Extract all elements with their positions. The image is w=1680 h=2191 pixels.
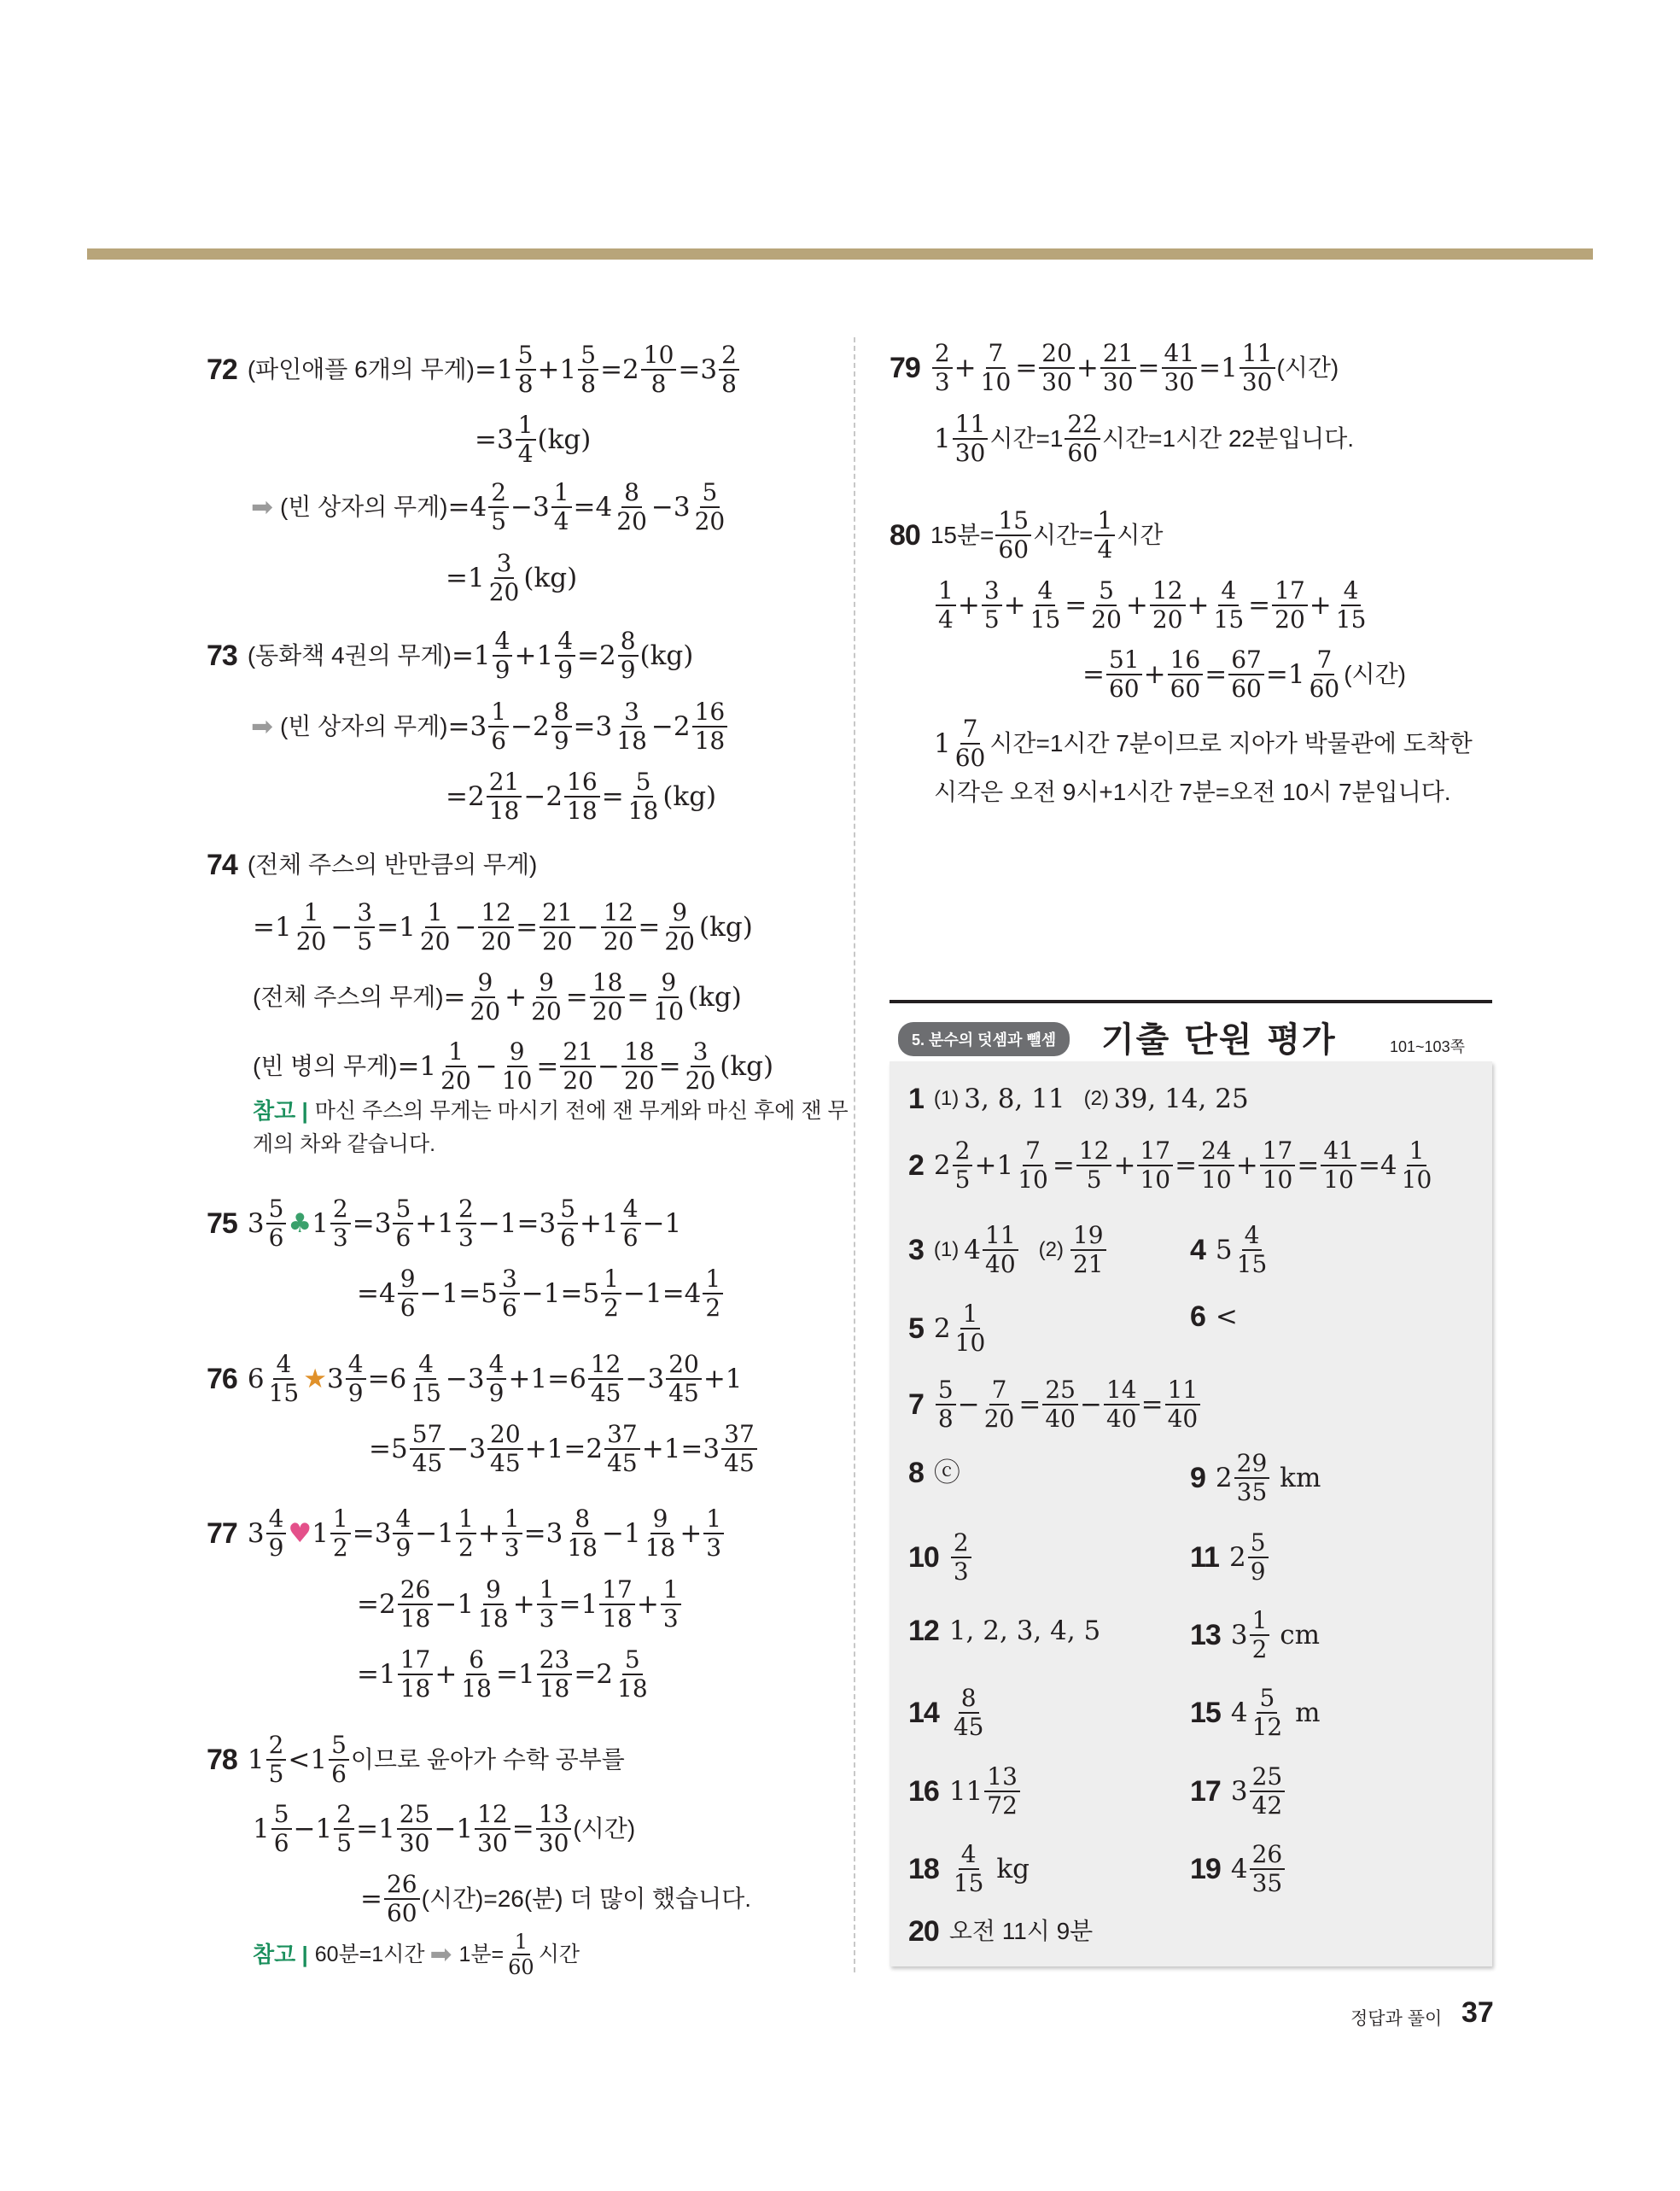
unit: m <box>1295 1697 1321 1728</box>
answer-18: 18 $\frac{4}{15}$ kg <box>908 1840 1030 1897</box>
sentence: 시간=1시간 22분입니다. <box>1102 425 1355 452</box>
problem-number: 77 <box>207 1517 237 1550</box>
page-number: 37 <box>1461 1996 1494 2029</box>
problem-80-line-2: $\frac{1}{4}$ + $\frac{3}{5}$ + $\frac{4}{15}$ = $\frac{5}{20}$ + $\frac{12}{20}$ + $\frac{4}{15}$ = $\frac{17}{20}$ + $\frac{4}{15}$ <box>934 579 1370 632</box>
heart-icon: ♥ <box>288 1517 312 1549</box>
problem-72-line-1: 72 (파인애플 6개의 무게) =1 $\frac{5}{8}$ +1 $\frac{5}{8}$ =2 $\frac{10}{8}$ =3 $\frac{2}{8}$ <box>207 343 741 396</box>
club-icon: ♣ <box>288 1207 312 1239</box>
answer-number: 10 <box>908 1541 939 1574</box>
problem-number: 72 <box>207 353 237 386</box>
problem-75-line-2: =4 $\frac{9}{6}$ −1=5 $\frac{3}{6}$ −1=5 $\frac{1}{2}$ −1=4 $\frac{1}{2}$ <box>357 1267 725 1320</box>
section-badge: 5. 분수의 덧셈과 뺄셈 <box>898 1022 1070 1056</box>
note-text: 60분=1시간 <box>314 1942 425 1966</box>
problem-74-note-1 <box>253 1100 849 1122</box>
problem-78-note: 참고 | 60분=1시간 ➡ 1분= $\frac{1}{60}$ 시간 <box>253 1930 580 1979</box>
answer-12 <box>908 1616 1100 1645</box>
problem-number: 80 <box>890 519 920 552</box>
part-label: (1) <box>933 1087 960 1110</box>
answer-value: 3, 8, 11 <box>964 1083 1065 1114</box>
answer-value: ⓒ <box>933 1457 960 1488</box>
label: (전체 주스의 반만큼의 무게) <box>247 851 538 878</box>
label: (파인애플 6개의 무게) <box>247 356 475 383</box>
column-divider <box>854 337 855 1972</box>
part-label: (1) <box>933 1238 960 1261</box>
answer-16: 16 11 $\frac{13}{72}$ <box>908 1765 1022 1818</box>
answer-1 <box>908 1084 1249 1113</box>
note-text: 마신 주스의 무게는 마시기 전에 잰 무게와 마신 후에 잰 무 <box>314 1098 849 1123</box>
answer-value: < <box>1215 1300 1238 1332</box>
note-text: 시간 <box>538 1942 580 1966</box>
sentence: 시간=1 <box>989 425 1064 452</box>
answer-17: 17 3 $\frac{25}{42}$ <box>1190 1765 1286 1818</box>
problem-number: 79 <box>890 352 920 384</box>
sentence: 15분= <box>930 522 995 548</box>
section-rule <box>890 1000 1492 1003</box>
problem-74-line-1 <box>207 850 537 879</box>
label: (빈 상자의 무게) <box>279 713 448 739</box>
answer-10: 10 $\frac{2}{3}$ <box>908 1531 973 1584</box>
answer-number: 20 <box>908 1915 939 1948</box>
label: (동화책 4권의 무게) <box>247 642 452 669</box>
answer-number: 18 <box>908 1853 939 1885</box>
note-text: 1분= <box>458 1942 505 1966</box>
arrow-icon: ➡ <box>251 491 273 523</box>
part-label: (2) <box>1038 1238 1064 1261</box>
problem-76-line-2: =5 $\frac{57}{45}$ −3 $\frac{20}{45}$ +1=2 $\frac{37}{45}$ +1=3 $\frac{37}{45}$ <box>369 1423 759 1475</box>
answer-9: 9 2 $\frac{29}{35}$ km <box>1190 1449 1321 1506</box>
problem-80-line-3: = $\frac{51}{60}$ + $\frac{16}{60}$ = $\frac{67}{60}$ =1 $\frac{7}{60}$ (시간) <box>1082 646 1406 703</box>
problem-80-line-5 <box>934 780 1451 804</box>
problem-74-line-4: (빈 병의 무게) =1 $\frac{1}{20}$ − $\frac{9}{10}$ = $\frac{21}{20}$ − $\frac{18}{20}$ = $\frac{3}{20}$ (kg) <box>253 1037 774 1095</box>
problem-number: 73 <box>207 640 237 672</box>
problem-77-line-2: =2 $\frac{26}{18}$ −1 $\frac{9}{18}$ + $\frac{1}{3}$ =1 $\frac{17}{18}$ + $\frac{1}{3}$ <box>357 1578 683 1631</box>
sentence: 시간 <box>1117 522 1164 548</box>
answer-value: 39, 14, 25 <box>1113 1083 1249 1114</box>
answer-number: 4 <box>1190 1234 1205 1266</box>
answer-number: 17 <box>1190 1775 1221 1808</box>
problem-78-line-1: 78 1 $\frac{2}{5}$ <1 $\frac{5}{6}$ 이므로 윤아가 수학 공부를 <box>207 1731 625 1788</box>
answer-7: 7 $\frac{5}{8}$ − $\frac{7}{20}$ = $\frac{25}{40}$ − $\frac{14}{40}$ = $\frac{11}{40}$ <box>908 1378 1202 1431</box>
answer-2: 2 2 $\frac{2}{5}$ +1 $\frac{7}{10}$ = $\frac{12}{5}$ + $\frac{17}{10}$ = $\frac{24}{10}$ + $\frac{17}{10}$ = $\frac{41}{10}$ =4 $\frac{1}{10}$ <box>908 1136 1432 1194</box>
section-title: 기출 단원 평가 <box>1101 1020 1337 1060</box>
answer-19: 19 4 $\frac{26}{35}$ <box>1190 1843 1286 1896</box>
problem-79-line-2: 1 $\frac{11}{30}$ 시간=1 $\frac{22}{60}$ 시간=1시간 22분입니다. <box>934 410 1355 467</box>
label: (전체 주스의 무게) <box>253 984 444 1010</box>
problem-76-line-1: 76 6 $\frac{4}{15}$ ★ 3 $\frac{4}{9}$ =6 $\frac{4}{15}$ −3 $\frac{4}{9}$ +1=6 $\frac{12}{45}$ −3 $\frac{20}{45}$ +1 <box>207 1350 743 1407</box>
answer-13: 13 3 $\frac{1}{2}$ cm <box>1190 1606 1321 1663</box>
sentence: 시간=1시간 7분이므로 지아가 박물관에 도착한 <box>989 730 1473 757</box>
problem-77-line-3: =1 $\frac{17}{18}$ + $\frac{6}{18}$ =1 $\frac{23}{18}$ =2 $\frac{5}{18}$ <box>357 1645 648 1703</box>
problem-number: 74 <box>207 849 237 881</box>
arrow-icon: ➡ <box>251 710 273 742</box>
problem-74-note-2 <box>253 1134 435 1155</box>
answer-box <box>890 1061 1492 1966</box>
answer-number: 3 <box>908 1234 924 1266</box>
answer-number: 13 <box>1190 1619 1221 1651</box>
answer-number: 15 <box>1190 1697 1221 1729</box>
problem-72-line-2: =3 $\frac{1}{4}$ (kg) <box>475 411 592 468</box>
answer-number: 11 <box>1190 1541 1219 1574</box>
answer-value: 1, 2, 3, 4, 5 <box>948 1615 1101 1646</box>
section-pages: 101~103쪽 <box>1390 1038 1465 1055</box>
problem-number: 75 <box>207 1207 237 1240</box>
unit: (시간) <box>573 1815 636 1842</box>
unit: km <box>1280 1462 1321 1493</box>
sentence: (시간)=26(분) 더 많이 했습니다. <box>421 1885 752 1912</box>
problem-78-line-3: = $\frac{26}{60}$ (시간)=26(분) 더 많이 했습니다. <box>360 1870 752 1927</box>
answer-number: 8 <box>908 1457 924 1489</box>
note-tag: 참고 | <box>253 1942 308 1967</box>
answer-number: 7 <box>908 1388 924 1421</box>
sentence: 시간= <box>1033 522 1094 548</box>
problem-77-line-1: 77 3 $\frac{4}{9}$ ♥ 1 $\frac{1}{2}$ =3 $\frac{4}{9}$ −1 $\frac{1}{2}$ + $\frac{1}{3}$ =3 $\frac{8}{18}$ −1 $\frac{9}{18}$ + $\frac{1}{3}$ <box>207 1507 726 1560</box>
answer-number: 1 <box>908 1083 924 1115</box>
unit: (시간) <box>1276 354 1339 381</box>
label: (빈 병의 무게) <box>253 1053 398 1079</box>
answer-11: 11 2 $\frac{5}{9}$ <box>1190 1531 1270 1584</box>
answer-number: 2 <box>908 1149 924 1182</box>
answer-3: 3 (1) 4 $\frac{11}{40}$ (2) $\frac{19}{21}$ <box>908 1224 1108 1277</box>
problem-number: 78 <box>207 1744 237 1776</box>
problem-78-line-2: 1 $\frac{5}{6}$ −1 $\frac{2}{5}$ =1 $\frac{25}{30}$ −1 $\frac{12}{30}$ = $\frac{13}{30}$ (시간) <box>253 1800 636 1857</box>
answer-4: 4 5 $\frac{4}{15}$ <box>1190 1221 1268 1278</box>
problem-74-line-3: (전체 주스의 무게) = $\frac{9}{20}$ + $\frac{9}{20}$ = $\frac{18}{20}$ = $\frac{9}{10}$ (kg) <box>253 968 742 1025</box>
unit: kg <box>996 1853 1030 1884</box>
answer-number: 5 <box>908 1312 924 1345</box>
problem-74-line-2: =1 $\frac{1}{20}$ − $\frac{3}{5}$ =1 $\frac{1}{20}$ − $\frac{12}{20}$ = $\frac{21}{20}$ − $\frac{12}{20}$ = $\frac{9}{20}$ (kg) <box>253 898 753 955</box>
answer-number: 6 <box>1190 1300 1205 1333</box>
answer-number: 14 <box>908 1697 939 1729</box>
unit: (시간) <box>1344 661 1406 687</box>
answer-value: 오전 11시 9분 <box>948 1918 1094 1944</box>
problem-73-line-1: 73 (동화책 4권의 무게) =1 $\frac{4}{9}$ +1 $\frac{4}{9}$ =2 $\frac{8}{9}$ (kg) <box>207 627 694 684</box>
answer-number: 16 <box>908 1775 939 1808</box>
problem-number: 76 <box>207 1363 237 1395</box>
part-label: (2) <box>1083 1087 1109 1110</box>
problem-75-line-1: 75 3 $\frac{5}{6}$ ♣ 1 $\frac{2}{3}$ =3 $\frac{5}{6}$ +1 $\frac{2}{3}$ −1=3 $\frac{5}{6}$ +1 $\frac{4}{6}$ −1 <box>207 1195 682 1252</box>
arrow-icon: ➡ <box>429 1938 452 1970</box>
answer-5: 5 2 $\frac{1}{10}$ <box>908 1300 986 1357</box>
answer-8 <box>908 1458 960 1487</box>
answer-number: 12 <box>908 1615 939 1647</box>
unit: cm <box>1280 1619 1321 1651</box>
problem-80-line-4: 1 $\frac{7}{60}$ 시간=1시간 7분이므로 지아가 박물관에 도착한 <box>934 715 1473 772</box>
answer-20 <box>908 1917 1093 1946</box>
answer-14: 14 $\frac{8}{45}$ <box>908 1684 984 1741</box>
problem-73-line-2: ➡ (빈 상자의 무게) =3 $\frac{1}{6}$ −2 $\frac{8}{9}$ =3 $\frac{3}{18}$ −2 $\frac{16}{18}$ <box>251 700 729 753</box>
answer-6 <box>1190 1302 1238 1331</box>
footer-label: 정답과 풀이 <box>1350 2009 1443 2029</box>
answer-number: 19 <box>1190 1853 1221 1885</box>
sentence: 시각은 오전 9시+1시간 7분=오전 10시 7분입니다. <box>934 779 1451 805</box>
problem-80-line-1: 80 15분= $\frac{15}{60}$ 시간= $\frac{1}{4}$ 시간 <box>890 506 1164 564</box>
problem-72-line-4: =1 $\frac{3}{20}$ (kg) <box>446 549 578 606</box>
note-text: 게의 차와 같습니다. <box>253 1132 436 1156</box>
problem-79-line-1: 79 $\frac{2}{3}$ + $\frac{7}{10}$ = $\frac{20}{30}$ + $\frac{21}{30}$ = $\frac{41}{30}$ =1 $\frac{11}{30}$ (시간) <box>890 339 1339 396</box>
label: (빈 상자의 무게) <box>279 494 448 520</box>
answer-number: 9 <box>1190 1462 1205 1494</box>
problem-73-line-3: =2 $\frac{21}{18}$ −2 $\frac{16}{18}$ = $\frac{5}{18}$ (kg) <box>446 768 717 825</box>
sentence: 이므로 윤아가 수학 공부를 <box>350 1746 625 1773</box>
note-tag: 참고 | <box>253 1098 308 1124</box>
star-icon: ★ <box>303 1363 327 1394</box>
answer-15: 15 4 $\frac{5}{12}$ m <box>1190 1684 1321 1741</box>
problem-72-line-3: ➡ (빈 상자의 무게) =4 $\frac{2}{5}$ −3 $\frac{1}{4}$ =4 $\frac{8}{20}$ −3 $\frac{5}{20}$ <box>251 478 726 535</box>
top-accent-bar <box>87 248 1593 260</box>
